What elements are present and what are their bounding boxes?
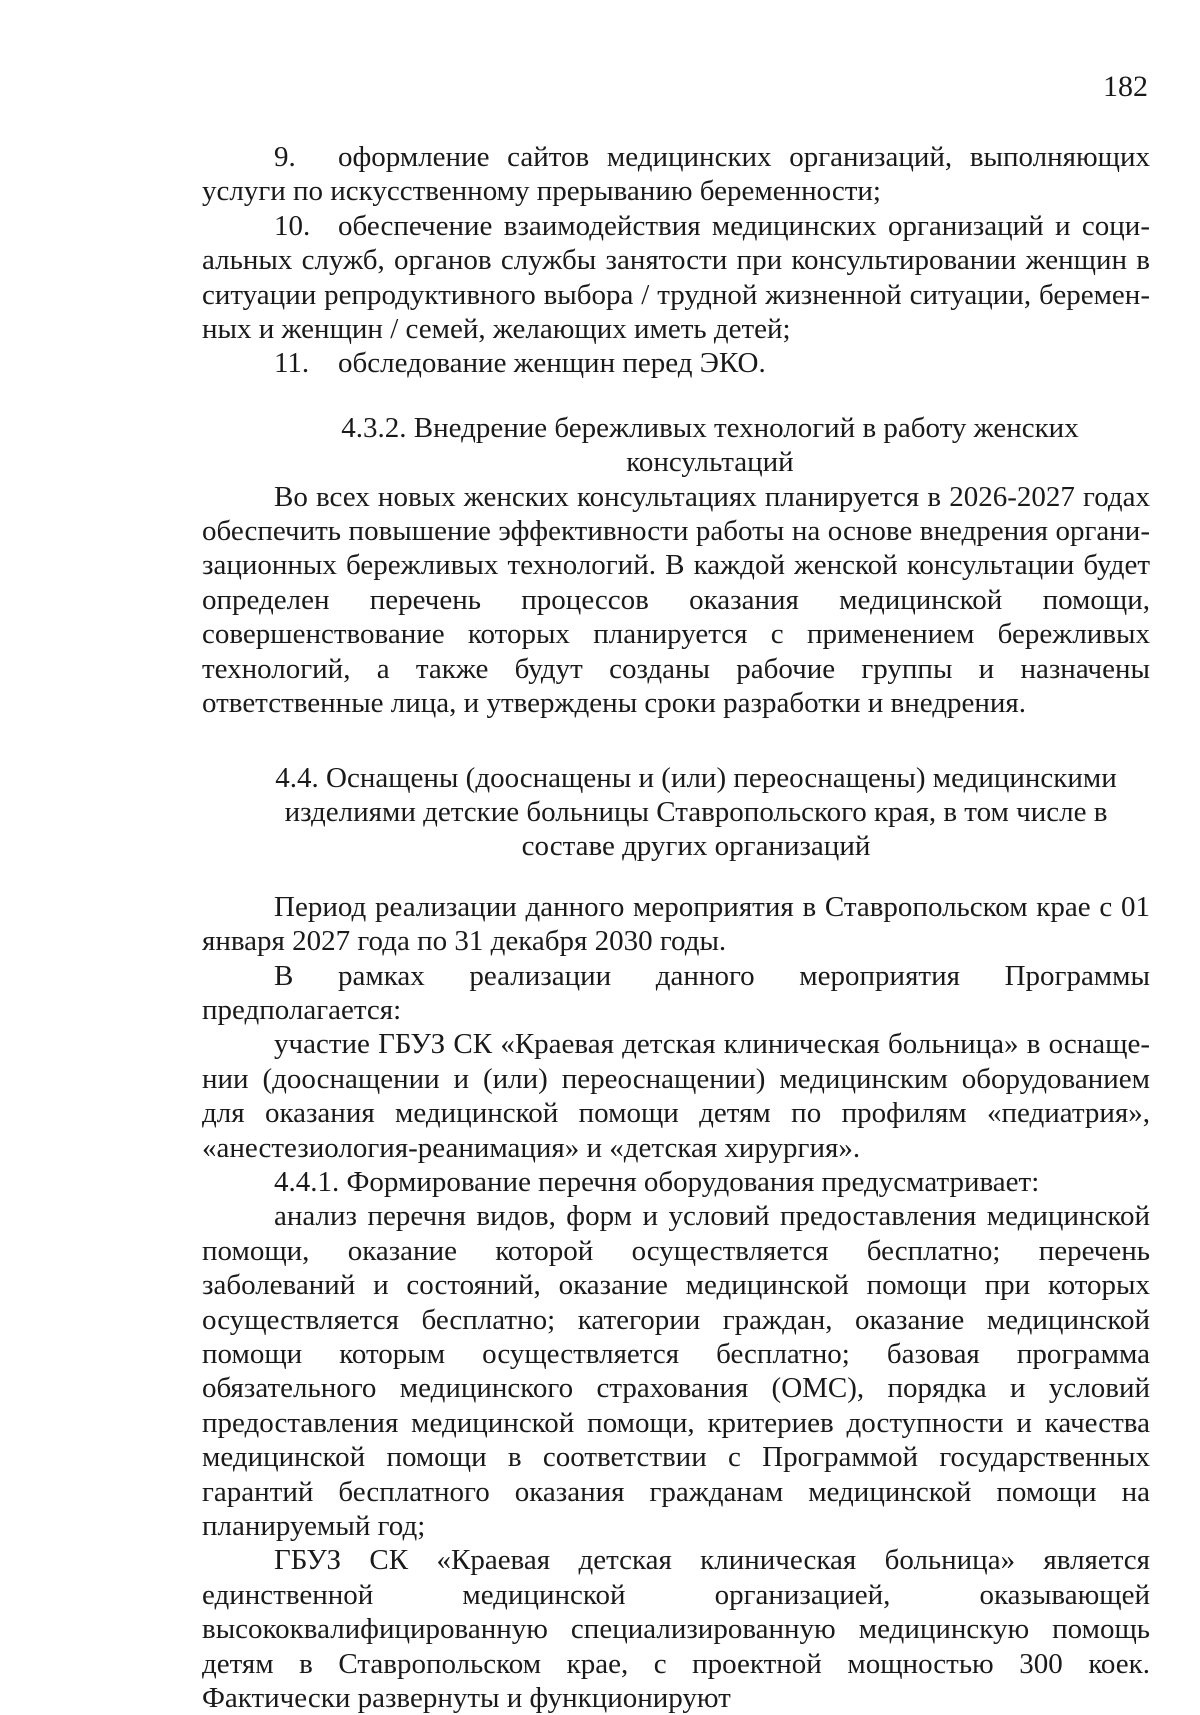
- document-body: [202, 140, 1150, 1715]
- list-item: [202, 140, 1150, 209]
- paragraph-participation: участие ГБУЗ СК «Краевая детская клиническая больница» в оснащении (дооснащении и (или) переоснащении) медицинским оборудованием для оказания медицинской помощи детям по профилям «педиатрия», «анестезиология-реанимация» и «детская хирургия».: [202, 1028, 1150, 1164]
- paragraph-lean-technologies: Во всех новых женских консультациях планируется в 2026-2027 годах обеспечить повышение эффективности работы на основе внедрения организационных бережливых технологий. В каждой женской консультации будет определен перечень процессов оказания медицинской помощи, совершенствование которых планируется с применением бережливых технологий, а также будут созданы рабочие группы и назначены ответственные лица, и утверждены сроки разработки и внедрения.: [202, 480, 1150, 720]
- paragraph-intro: В рамках реализации данного мероприятия Программы предполагается:: [202, 959, 1150, 1026]
- paragraph-hospital: ГБУЗ СК «Краевая детская клиническая больница» является единственной медицинской организацией, оказывающей высококвалифицированную специализированную медицинскую помощь детям в Ставропольском крае, с проектной мощностью 300 коек. Фактически развернуты и функционируют: [202, 1544, 1150, 1715]
- paragraph-analysis: анализ перечня видов, форм и условий предоставления медицинской помощи, оказание которой осуществляется бесплатно; перечень заболеваний и состояний, оказание медицинской помощи при которых осуществляется бесплатно; категории граждан, оказание медицинской помощи которым осуществляется бесплатно; базовая программа обязательного медицинского страхования (ОМС), порядка и условий предоставления медицинской помощи, критериев доступности и качества медицинской помощи в соответствии с Программой государственных гарантий бесплатного оказания гражданам медицинской помощи на планируемый год;: [202, 1200, 1150, 1543]
- paragraph-period: Период реализации данного мероприятия в Ставропольском крае с 01 января 2027 года по 31 декабря 2030 годы.: [202, 890, 1150, 958]
- list-item: [202, 209, 1150, 347]
- list-item-number: 9.: [274, 141, 296, 173]
- section-heading-4-3-2: 4.3.2. Внедрение бережливых технологий в работу женских консультаций: [341, 411, 1079, 479]
- list-item-number: 10.: [274, 209, 311, 242]
- list-item-number: 11.: [274, 347, 310, 380]
- list-item-text: обследование женщин перед ЭКО.: [338, 347, 766, 380]
- section-heading-4-4: 4.4. Оснащены (дооснащены и (или) переоснащены) медицинскими изделиями детские больницы Ставропольского края, в том числе в составе других организаций: [275, 761, 1117, 863]
- list-item: [202, 346, 1150, 380]
- list-item-text: оформление сайтов медицинских организаций, выполняющих услуги по искусственному прерыванию беременности;: [202, 141, 1150, 208]
- list-item-text: обеспечение взаимодействия медицинских организаций и социальных служб, органов службы занятости при консультировании женщин в ситуации репродуктивного выбора / трудной жизненной ситуации, беременных и женщин / семей, желающих иметь детей;: [202, 209, 1150, 346]
- page-number: 182: [1103, 70, 1148, 103]
- subheading-4-4-1: 4.4.1. Формирование перечня оборудования предусматривает:: [274, 1165, 1040, 1198]
